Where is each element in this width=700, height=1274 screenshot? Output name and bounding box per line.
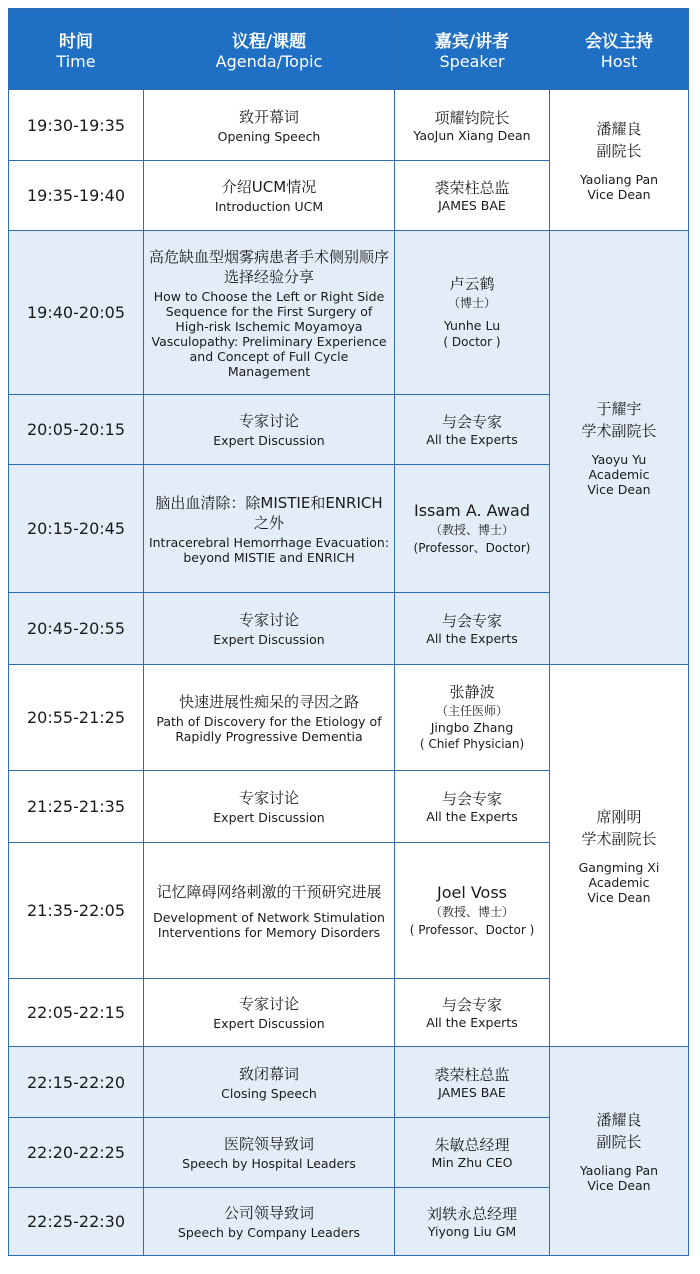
topic-zh: 专家讨论	[238, 789, 299, 807]
header-row	[9, 9, 689, 90]
row-speaker	[395, 1118, 550, 1188]
header-time	[9, 9, 144, 90]
row-speaker	[395, 843, 550, 979]
row-topic	[144, 465, 395, 593]
speaker-zh: Issam A. Awad	[413, 501, 531, 520]
row-time: 20:45-20:55	[9, 593, 144, 665]
speaker-en: JAMES BAE	[438, 198, 506, 213]
table-row	[9, 665, 689, 771]
row-topic	[144, 161, 395, 231]
row-speaker	[395, 771, 550, 843]
topic-en: Expert Discussion	[213, 810, 325, 825]
speaker-en: Yiyong Liu GM	[427, 1224, 517, 1239]
row-topic	[144, 843, 395, 979]
table-row	[9, 231, 689, 395]
topic-en: Expert Discussion	[213, 632, 325, 647]
speaker-title-zh: （博士）	[447, 296, 496, 310]
topic-en: How to Choose the Left or Right Side Sequence for the First Surgery of High-risk Ischemic Moyamoya Vasculopathy: Preliminary Experience and Concept of Full Cycle Management	[151, 288, 387, 379]
row-time: 19:40-20:05	[9, 231, 144, 395]
row-speaker	[395, 593, 550, 665]
speaker-zh: 与会专家	[441, 413, 502, 431]
row-topic	[144, 395, 395, 465]
speaker-title-en: ( Chief Physician)	[419, 737, 525, 751]
host-cell	[550, 665, 689, 1047]
host-zh-title: 副院长	[596, 1133, 642, 1151]
row-topic	[144, 771, 395, 843]
speaker-en: YaoJun Xiang Dean	[413, 127, 531, 143]
header-topic-zh: 议程/课题	[231, 31, 307, 52]
speaker-en: Yunhe Lu	[443, 318, 501, 333]
topic-en: Speech by Hospital Leaders	[182, 1156, 356, 1171]
header-time-en: Time	[56, 51, 96, 71]
header-topic	[144, 9, 395, 90]
topic-en: Development of Network Stimulation Interventions for Memory Disorders	[153, 909, 385, 940]
row-time: 20:05-20:15	[9, 395, 144, 465]
speaker-en: All the Experts	[426, 809, 518, 824]
table-row	[9, 90, 689, 161]
header-speaker-zh: 嘉宾/讲者	[434, 31, 510, 52]
host-en-title: Vice Dean	[587, 1178, 651, 1193]
speaker-title-en: ( Professor、Doctor )	[409, 923, 535, 937]
speaker-en: JAMES BAE	[438, 1084, 506, 1100]
host-zh-name: 席刚明	[596, 808, 642, 826]
header-speaker	[395, 9, 550, 90]
row-speaker	[395, 161, 550, 231]
row-time: 22:20-22:25	[9, 1118, 144, 1188]
host-cell	[550, 1047, 689, 1256]
row-time: 19:30-19:35	[9, 90, 144, 161]
row-topic	[144, 1188, 395, 1256]
topic-zh: 医院领导致词	[223, 1135, 314, 1153]
row-speaker	[395, 395, 550, 465]
header-topic-en: Agenda/Topic	[215, 51, 323, 71]
speaker-title-zh: （教授、博士）	[429, 523, 514, 537]
topic-zh: 高危缺血型烟雾病患者手术侧别顺序选择经验分享	[148, 247, 389, 286]
topic-zh: 记忆障碍网络刺激的干预研究进展	[156, 882, 382, 901]
speaker-zh: 卢云鹤	[449, 275, 495, 293]
host-en-name: Gangming Xi	[578, 860, 660, 875]
speaker-zh: 与会专家	[441, 790, 502, 808]
speaker-title-zh: （主任医师）	[435, 704, 508, 718]
speaker-zh: 朱敏总经理	[434, 1136, 510, 1154]
row-time: 20:15-20:45	[9, 465, 144, 593]
host-en-title: Vice Dean	[587, 890, 651, 905]
row-topic	[144, 1047, 395, 1118]
row-speaker	[395, 1188, 550, 1256]
row-time: 22:15-22:20	[9, 1047, 144, 1118]
row-speaker	[395, 1047, 550, 1118]
header-host	[550, 9, 689, 90]
header-host-zh: 会议主持	[585, 31, 653, 52]
speaker-title-en: (Professor、Doctor)	[413, 541, 531, 555]
row-topic	[144, 231, 395, 395]
host-zh-name: 于耀宇	[596, 400, 642, 418]
host-zh-title: 副院长	[596, 142, 642, 160]
topic-en: Intracerebral Hemorrhage Evacuation: beyond MISTIE and ENRICH	[148, 534, 390, 565]
row-time: 22:25-22:30	[9, 1188, 144, 1256]
row-speaker	[395, 665, 550, 771]
speaker-zh: 与会专家	[441, 996, 502, 1014]
row-speaker	[395, 465, 550, 593]
topic-en: Speech by Company Leaders	[177, 1225, 361, 1240]
host-en-title: Academic	[588, 875, 650, 890]
host-cell	[550, 90, 689, 231]
speaker-en: All the Experts	[426, 1015, 518, 1030]
host-zh-title: 学术副院长	[581, 422, 657, 440]
topic-en: Closing Speech	[221, 1085, 317, 1101]
header-time-zh: 时间	[59, 31, 93, 52]
speaker-en: All the Experts	[426, 432, 518, 447]
row-topic	[144, 665, 395, 771]
row-topic	[144, 1118, 395, 1188]
speaker-title-zh: （教授、博士）	[429, 905, 514, 919]
speaker-zh: 裘荣柱总监	[434, 179, 510, 197]
topic-en: Introduction UCM	[214, 199, 324, 214]
host-en-name: Yaoliang Pan	[579, 1163, 659, 1178]
speaker-en: All the Experts	[426, 631, 518, 646]
topic-zh: 致开幕词	[238, 107, 299, 126]
agenda-table	[8, 8, 689, 1256]
topic-zh: 专家讨论	[238, 611, 299, 629]
topic-zh: 介绍UCM情况	[221, 178, 317, 196]
row-speaker	[395, 90, 550, 161]
host-en-title: Vice Dean	[587, 482, 651, 497]
speaker-zh: 刘轶永总经理	[426, 1205, 517, 1223]
row-topic	[144, 90, 395, 161]
speaker-en: Min Zhu CEO	[431, 1155, 513, 1170]
topic-en: Opening Speech	[217, 128, 321, 144]
topic-zh: 脑出血清除：除MISTIE和ENRICH之外	[155, 493, 383, 532]
topic-en: Expert Discussion	[213, 1016, 325, 1031]
row-time: 22:05-22:15	[9, 979, 144, 1047]
host-zh-title: 学术副院长	[581, 830, 657, 848]
row-topic	[144, 979, 395, 1047]
host-zh-name: 潘耀良	[596, 120, 642, 138]
host-en-name: Yaoyu Yu	[591, 452, 647, 467]
row-speaker	[395, 979, 550, 1047]
header-speaker-en: Speaker	[439, 51, 505, 71]
speaker-en: Jingbo Zhang	[430, 720, 514, 735]
host-zh-name: 潘耀良	[596, 1111, 642, 1129]
speaker-zh: 张静波	[449, 683, 495, 701]
topic-en: Path of Discovery for the Etiology of Rapidly Progressive Dementia	[156, 713, 382, 744]
host-en-title: Academic	[588, 467, 650, 482]
host-cell	[550, 231, 689, 665]
speaker-zh: Joel Voss	[436, 883, 508, 902]
host-en-title: Vice Dean	[587, 187, 651, 202]
topic-en: Expert Discussion	[213, 433, 325, 448]
row-topic	[144, 593, 395, 665]
row-time: 21:25-21:35	[9, 771, 144, 843]
topic-zh: 专家讨论	[238, 995, 299, 1013]
topic-zh: 专家讨论	[238, 412, 299, 430]
header-host-en: Host	[600, 51, 638, 71]
speaker-zh: 裘荣柱总监	[434, 1065, 510, 1084]
speaker-title-en: ( Doctor )	[443, 335, 501, 349]
topic-zh: 公司领导致词	[223, 1204, 314, 1222]
row-speaker	[395, 231, 550, 395]
speaker-zh: 与会专家	[441, 612, 502, 630]
row-time: 21:35-22:05	[9, 843, 144, 979]
row-time: 19:35-19:40	[9, 161, 144, 231]
host-en-name: Yaoliang Pan	[579, 172, 659, 187]
topic-zh: 快速进展性痴呆的寻因之路	[178, 692, 359, 711]
table-row	[9, 1047, 689, 1118]
topic-zh: 致闭幕词	[238, 1064, 299, 1083]
speaker-zh: 项耀钧院长	[434, 108, 510, 127]
row-time: 20:55-21:25	[9, 665, 144, 771]
